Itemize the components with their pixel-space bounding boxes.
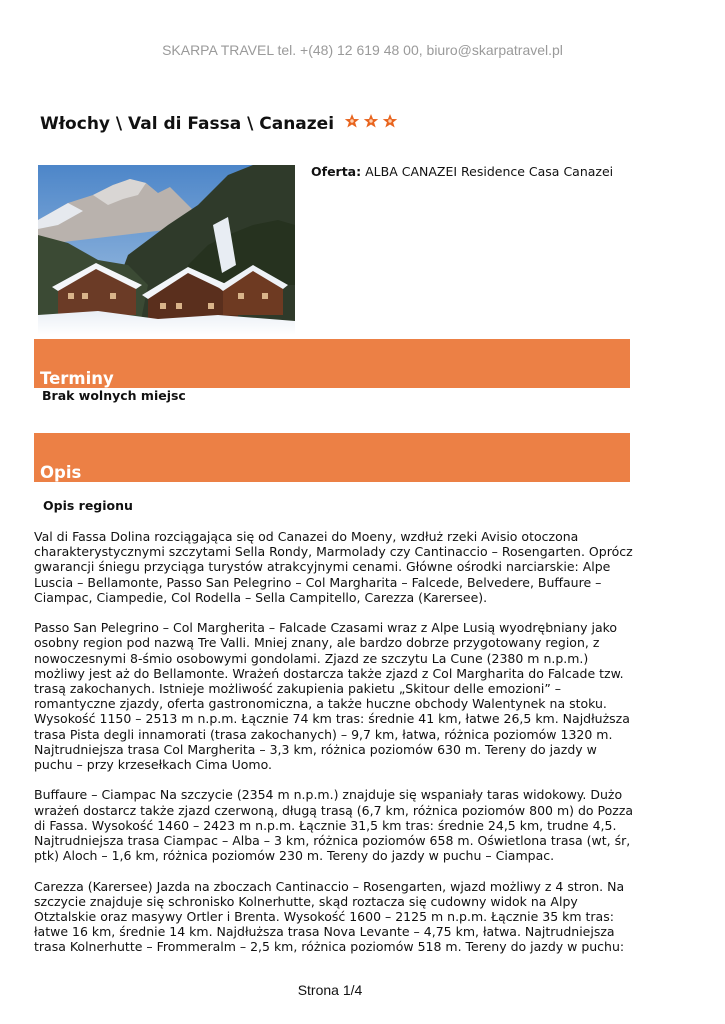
region-description (34, 529, 634, 970)
agency-contact-header: SKARPA TRAVEL tel. +(48) 12 619 48 00, biuro@skarpatravel.pl (162, 42, 563, 58)
page-title: Włochy \ Val di Fassa \ Canazei (40, 114, 335, 134)
availability-status: Brak wolnych miejsc (42, 388, 186, 403)
page-number: Strona 1/4 (297, 982, 363, 998)
opis-title: Opis (40, 463, 82, 482)
star-icon (363, 113, 379, 129)
title-row (40, 114, 398, 134)
terminy-title: Terminy (40, 369, 114, 388)
star-icon (344, 113, 360, 129)
description-paragraph: Buffaure – Ciampac Na szczycie (2354 m n.p.m.) znajduje się wspaniały taras widokowy. Dużo wrażeń dostarcz także zjazd czerwoną, długą trasą (6,7 km, różnica poziomów 800 m) do Pozza di Fassa. Wysokość 1460 – 2423 m n.p.m. Łącznie 31,5 km tras: średnie 24,5 km, trudne 4,5. Najtrudniejsza trasa Ciampac – Alba – 3 km, różnica poziomów 658 m. Oświetlona trasa (wt, śr, ptk) Aloch – 1,6 km, różnica poziomów 230 m. Tereny do jazdy w puchu – Ciampac. (34, 787, 634, 864)
offer-value: ALBA CANAZEI Residence Casa Canazei (365, 164, 614, 179)
region-description-heading: Opis regionu (43, 498, 133, 513)
star-icon (382, 113, 398, 129)
terminy-section-header (34, 339, 630, 388)
resort-photo (38, 165, 295, 335)
description-paragraph: Carezza (Karersee) Jazda na zboczach Cantinaccio – Rosengarten, wjazd możliwy z 4 stron. Na szczycie znajduje się schronisko Kolnerhutte, skąd roztacza się cudowny widok na Alpy Otztalskie oraz masywy Ortler i Brenta. Wysokość 1600 – 2125 m n.p.m. Łącznie 35 km tras: łatwe 16 km, średnie 14 km. Najdłuższa trasa Nova Levante – 4,75 km, łatwa. Najtrudniejsza trasa Kolnerhutte – Frommeralm – 2,5 km, różnica poziomów 518 m. Tereny do jazdy w puchu: (34, 878, 625, 955)
star-rating (344, 113, 398, 129)
offer-label: Oferta: (311, 164, 362, 179)
description-paragraph: Val di Fassa Dolina rozciągająca się od Canazei do Moeny, wzdłuż rzeki Avisio otoczona charakterystycznymi szczytami Sella Rondy, Marmolady czy Cantinaccio – Rosengarten. Oprócz gwarancji śniegu przyciąga turystów atrakcyjnymi cenami. Główne ośrodki narciarskie: Alpe Luscia – Bellamonte, Passo San Pelegrino – Col Margharita – Falcede, Belvedere, Buffaure – Ciampac, Ciampedie, Col Rodella – Sella Campitello, Carezza (Karersee). (34, 529, 633, 605)
description-paragraph: Passo San Pelegrino – Col Margherita – Falcade Czasami wraz z Alpe Lusią wyodrębniany jako osobny region pod nazwą Tre Valli. Mniej znany, ale bardzo dobrze przygotowany region, z nowoczesnymi 8-śmio osobowymi gondolami. Zjazd ze szczytu La Cune (2380 m n.p.m.) możliwy jest aż do Bellamonte. Wrażeń dostarcza także zjazd z Col Margharita do Falcade tzw. trasą zakochanych. Istnieje możliwość zakupienia pakietu „Skitour delle emozioni” – romantyczne zjazdy, oferta gastronomiczna, a także huczne obchody Walentynek na stoku. Wysokość 1150 – 2513 m n.p.m. Łącznie 74 km tras: średnie 41 km, łatwe 26,5 km. Najdłuższa trasa Pista degli innamorati (trasa zakochanych) – 9,7 km, łatwa, różnica poziomów 1320 m. Najtrudniejsza trasa Col Margherita – 3,3 km, różnica poziomów 630 m. Tereny do jazdy w puchu – przy krzesełkach Cima Uomo. (34, 620, 630, 773)
offer-line (311, 164, 613, 179)
opis-section-header (34, 433, 630, 482)
mountain-village-image (38, 165, 295, 335)
